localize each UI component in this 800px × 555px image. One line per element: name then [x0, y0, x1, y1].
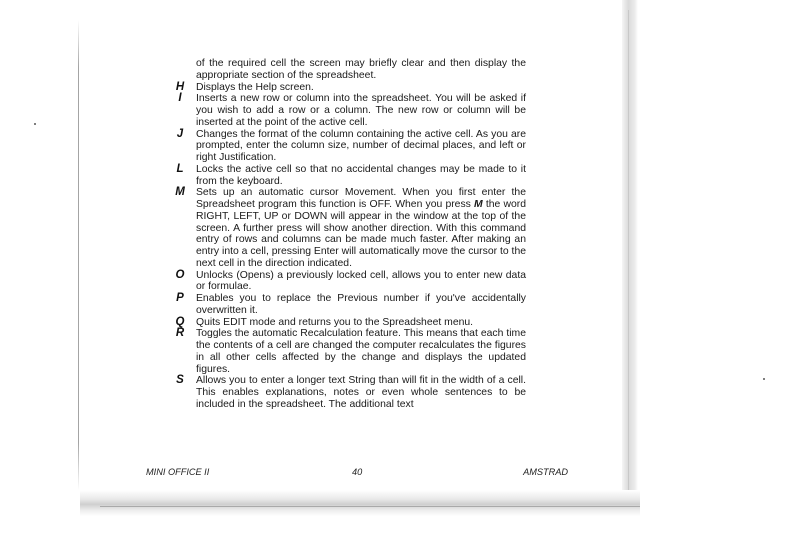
footer-product-name: MINI OFFICE II	[146, 467, 210, 477]
command-description-r: Toggles the automatic Recalculation feature. This means that each time the contents of a cell are changed the computer recalculates the figures in all other cells affected by the change and displays the updated figures.	[196, 328, 526, 375]
command-key-m: M	[175, 186, 185, 199]
command-entry-q	[175, 315, 526, 329]
command-key-j: J	[176, 127, 184, 140]
command-entry-r	[175, 327, 526, 375]
command-key-q: Q	[175, 315, 185, 328]
command-description-o: Unlocks (Opens) a previously locked cell, allows you to enter new data or formulae.	[196, 269, 526, 293]
footer-page-number: 40	[352, 467, 363, 477]
command-key-r: R	[175, 327, 185, 340]
command-entry-s	[176, 374, 526, 410]
command-description-s: Allows you to enter a longer text String than will fit in the width of a cell. This enables explanations, notes or even whole sentences to be included in the spreadsheet. The additional text	[196, 375, 526, 410]
command-description-m-part1: Sets up an automatic cursor Movement. When you first enter the Spreadsheet program this function is OFF. When you press	[196, 187, 526, 210]
command-entry-i	[178, 92, 526, 128]
page-body	[175, 58, 526, 411]
command-description-m	[196, 187, 526, 269]
command-description-l: Locks the active cell so that no accidental changes may be made to it from the keyboard.	[196, 163, 526, 187]
scan-speck	[34, 123, 36, 125]
inline-command-key-m: M	[474, 199, 483, 210]
command-description-q: Quits EDIT mode and returns you to the Spreadsheet menu.	[196, 316, 474, 328]
page-left-edge	[78, 20, 79, 490]
command-key-o: O	[175, 268, 185, 281]
command-entry-l	[176, 162, 526, 188]
page-bottom-edge-line	[100, 506, 640, 507]
command-key-p: P	[176, 292, 184, 304]
command-entry-p	[176, 292, 526, 317]
page-right-edge-line	[628, 10, 629, 500]
page-right-edge-shadow	[622, 0, 638, 500]
intro-paragraph: of the required cell the screen may briefly clear and then display the appropriate section of the spreadsheet.	[196, 58, 526, 81]
command-description-i: Inserts a new row or column into the spreadsheet. You will be asked if you wish to add a row or a column. The new row or column will be inserted at the point of the active cell.	[196, 93, 526, 128]
page-footer	[146, 467, 568, 479]
command-key-l: L	[176, 162, 184, 175]
scan-speck	[763, 378, 765, 380]
command-description-j: Changes the format of the column containing the active cell. As you are prompted, enter the column size, number of decimal places, and left or right Justification.	[196, 128, 526, 163]
command-description-p: Enables you to replace the Previous number if you've accidentally overwritten it.	[196, 293, 526, 316]
command-entry-j	[176, 127, 526, 164]
command-entry-h	[175, 80, 526, 94]
command-entry-o	[175, 268, 526, 294]
command-key-h: H	[175, 80, 185, 93]
command-key-s: S	[176, 374, 184, 387]
command-key-i: I	[178, 92, 182, 105]
command-description-m-part2: the word RIGHT, LEFT, UP or DOWN will appear in the window at the top of the screen. A further press will show another direction. With this command entry of rows and columns can be made much faster. After making an entry into a cell, pressing Enter will automatically move the cursor to the next cell in the direction indicated.	[196, 199, 526, 269]
page-bottom-edge-shadow	[80, 490, 640, 516]
command-description-h: Displays the Help screen.	[196, 81, 314, 93]
footer-publisher: AMSTRAD	[523, 467, 568, 477]
command-entry-m	[175, 186, 526, 269]
